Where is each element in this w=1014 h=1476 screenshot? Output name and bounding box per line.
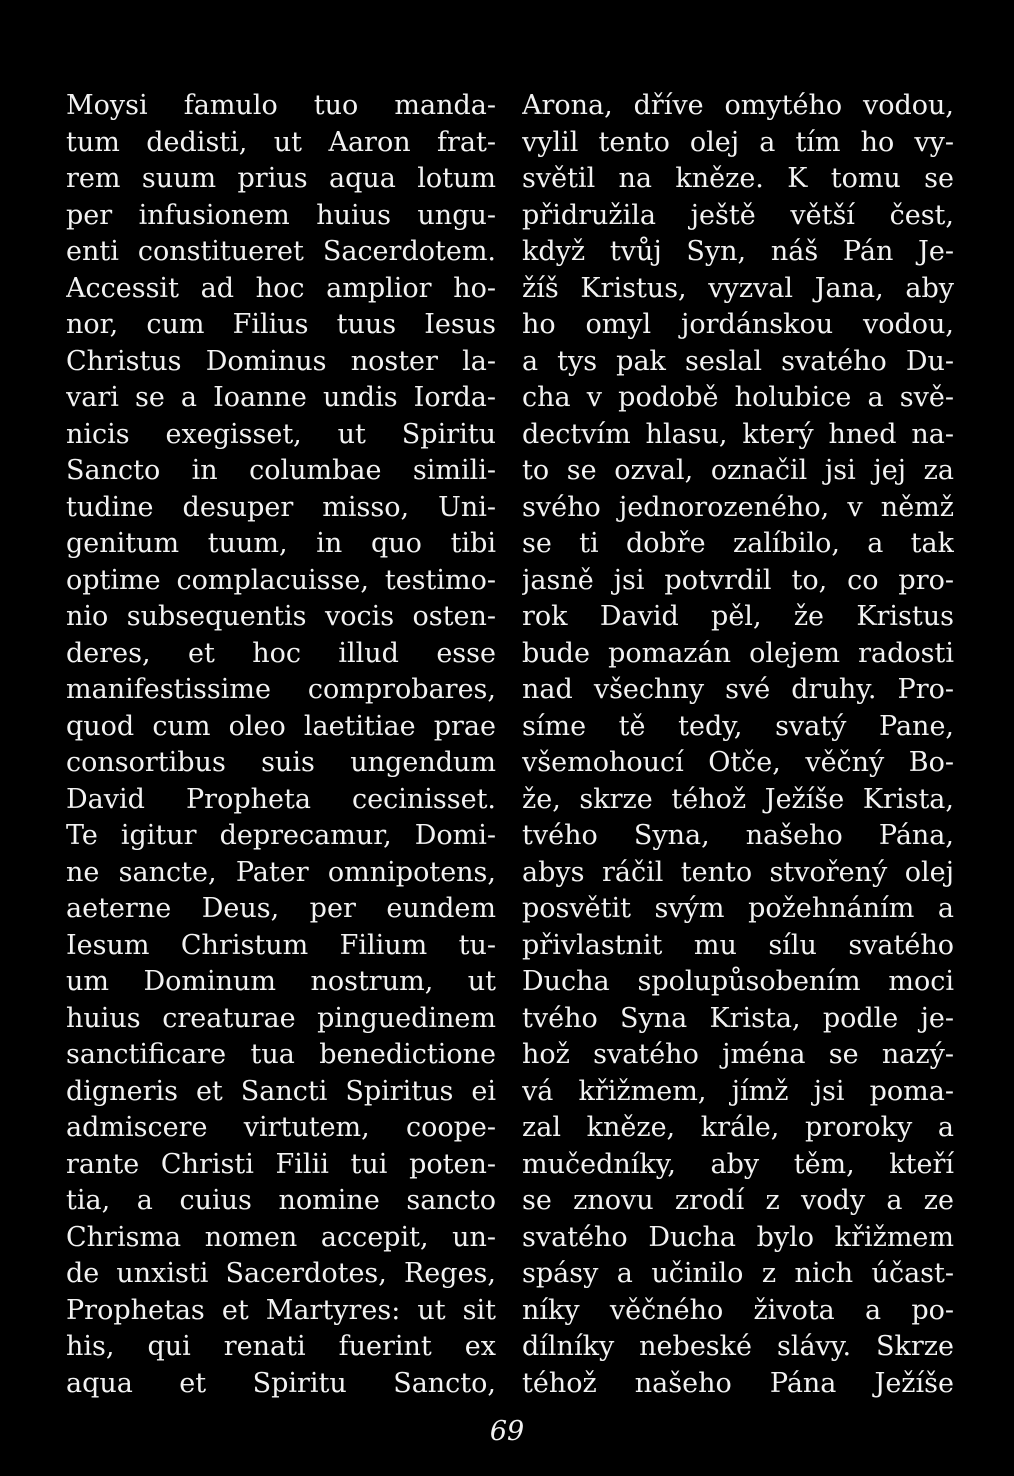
latin-text-line: nicis exegisset, ut Spiritu [66,418,496,450]
czech-text-line: téhož našeho Pána Ježíše [522,1367,954,1399]
latin-text-line: consortibus suis ungendum [66,747,496,778]
latin-text-line: Accessit ad hoc amplior ho- [66,272,496,304]
latin-text-line: digneris et Sancti Spiritus ei [66,1075,496,1107]
latin-text-line: huius creaturae pinguedinem [66,1002,496,1034]
czech-text-line: bude pomazán olejem radosti [522,637,954,669]
czech-text-line: svatého Ducha bylo křižmem [522,1221,954,1253]
czech-text-line: vá křižmem, jímž jsi poma- [522,1075,954,1107]
latin-text-line: tia, a cuius nomine sancto [66,1185,496,1216]
czech-text-line: že, skrze téhož Ježíše Krista, [522,783,954,815]
latin-text-line: deres, et hoc illud esse [66,637,496,669]
czech-text-line: cha v podobě holubice a svě- [522,382,954,413]
latin-text-line: nio subsequentis vocis osten- [66,601,496,632]
latin-text-line: rem suum prius aqua lotum [66,163,496,194]
czech-text-line: rok David pěl, že Kristus [522,601,954,632]
latin-text-line: Sancto in columbae simili- [66,455,496,486]
czech-text-line: to se ozval, označil jsi jej za [522,455,954,486]
latin-text-column [66,88,496,1402]
czech-text-line: tvého Syna, našeho Pána, [522,820,954,851]
czech-text-line: přivlastnit mu sílu svatého [522,929,954,961]
czech-text-line: posvětit svým požehnáním a [522,893,954,924]
latin-text-line: quod cum oleo laetitiae prae [66,710,496,742]
latin-text-line: Te igitur deprecamur, Domi- [66,820,496,851]
latin-text-line: de unxisti Sacerdotes, Reges, [66,1258,496,1289]
latin-text-line: Prophetas et Martyres: ut sit [66,1294,496,1326]
czech-text-line: se znovu zrodí z vody a ze [522,1185,954,1216]
latin-text-line: rante Christi Filii tui poten- [66,1148,496,1180]
czech-text-line: abys ráčil tento stvořený olej [522,856,954,888]
latin-text-line: genitum tuum, in quo tibi [66,528,496,559]
latin-text-line: David Propheta cecinisset. [66,783,496,815]
latin-text-line: optime complacuisse, testimo- [66,564,496,596]
page-number: 69 [489,1416,525,1447]
czech-text-line: dectvím hlasu, který hned na- [522,418,954,450]
czech-text-line: spásy a učinilo z nich účast- [522,1258,954,1289]
czech-text-line: Ducha spolupůsobením moci [522,966,954,997]
czech-text-line: zal kněze, krále, proroky a [522,1112,954,1143]
czech-text-line: žíš Kristus, vyzval Jana, aby [522,272,954,304]
latin-text-line: um Dominum nostrum, ut [66,966,496,997]
latin-text-line: ne sancte, Pater omnipotens, [66,856,496,888]
czech-text-line: nad všechny své druhy. Pro- [522,674,954,705]
czech-text-line: dílníky nebeské slávy. Skrze [522,1331,954,1362]
latin-text-line: tum dedisti, ut Aaron frat- [66,126,496,158]
latin-text-line: nor, cum Filius tuus Iesus [66,309,496,340]
latin-text-line: enti constitueret Sacerdotem. [66,236,496,267]
latin-text-line: his, qui renati fuerint ex [66,1331,496,1362]
latin-text-line: admiscere virtutem, coope- [66,1112,496,1143]
latin-text-line: manifestissime comprobares, [66,674,496,705]
czech-text-line: jasně jsi potvrdil to, co pro- [522,564,954,596]
czech-text-line: přidružila ještě větší čest, [522,199,954,231]
latin-text-line: Iesum Christum Filium tu- [66,929,496,961]
czech-text-line: svého jednorozeného, v němž [522,491,954,523]
czech-text-line: tvého Syna Krista, podle je- [522,1002,954,1034]
latin-text-line: Moysi famulo tuo manda- [66,90,496,121]
latin-text-line: per infusionem huius ungu- [66,199,496,231]
czech-text-line: když tvůj Syn, náš Pán Je- [522,236,954,267]
czech-text-line: a tys pak seslal svatého Du- [522,345,954,377]
czech-text-line: síme tě tedy, svatý Pane, [522,710,954,742]
czech-text-column [522,88,954,1402]
czech-text-line: vylil tento olej a tím ho vy- [522,126,954,158]
czech-text-line: hož svatého jména se nazý- [522,1039,954,1070]
latin-text-line: aqua et Spiritu Sancto, [66,1367,496,1399]
czech-text-line: Arona, dříve omytého vodou, [522,90,954,121]
czech-text-line: se ti dobře zalíbilo, a tak [522,528,954,559]
czech-text-line: světil na kněze. K tomu se [522,163,954,194]
czech-text-line: níky věčného života a po- [522,1294,954,1326]
czech-text-line: mučedníky, aby těm, kteří [522,1148,954,1180]
czech-text-line: všemohoucí Otče, věčný Bo- [522,747,954,778]
latin-text-line: Christus Dominus noster la- [66,345,496,377]
latin-text-line: tudine desuper misso, Uni- [66,491,496,523]
latin-text-line: aeterne Deus, per eundem [66,893,496,924]
latin-text-line: vari se a Ioanne undis Iorda- [66,382,496,413]
latin-text-line: sanctificare tua benedictione [66,1039,496,1070]
latin-text-line: Chrisma nomen accepit, un- [66,1221,496,1253]
czech-text-line: ho omyl jordánskou vodou, [522,309,954,340]
